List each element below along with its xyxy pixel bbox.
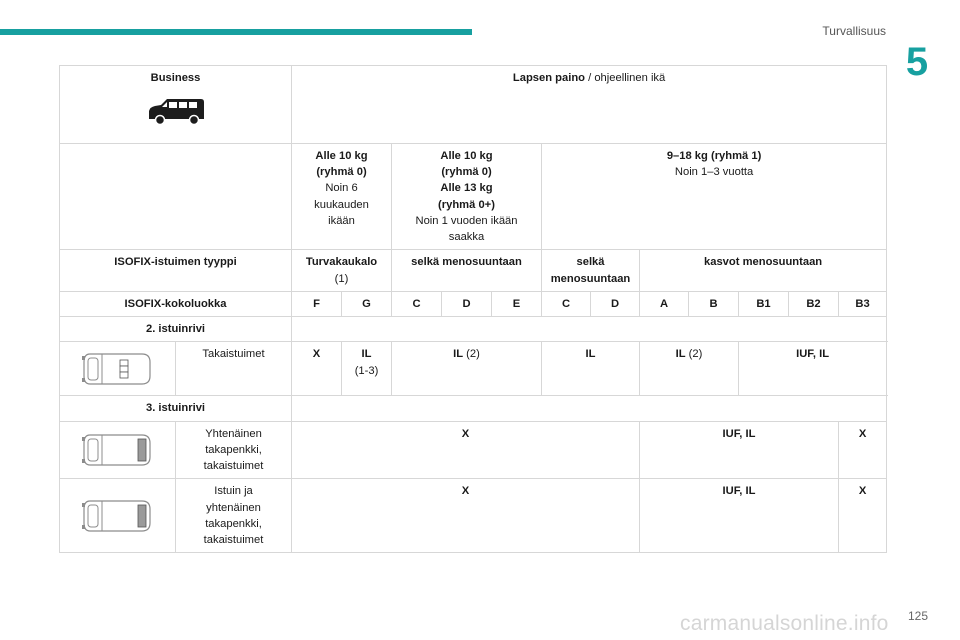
size-class-cell: B3: [839, 291, 887, 316]
row3-value: IUF, IL: [640, 479, 839, 553]
size-class-cell: B: [689, 291, 739, 316]
van-row3b-cell: [60, 479, 176, 553]
row2-seat-label: Takaistuimet: [176, 342, 292, 396]
group-0-cell: [292, 144, 392, 250]
van-row3-cell: [60, 421, 176, 479]
group-0plus-title: Alle 10 kg (ryhmä 0) Alle 13 kg (ryhmä 0+): [438, 150, 495, 211]
seat-type-row: [60, 250, 887, 291]
van-topview-row3-icon: [80, 431, 156, 469]
watermark: carmanualsonline.info: [680, 612, 889, 635]
group-1-age: Noin 1–3 vuotta: [674, 166, 754, 179]
row3-value: X: [292, 421, 640, 479]
chapter-number: 5: [905, 40, 929, 84]
size-class-cell: E: [492, 291, 542, 316]
forward-facing-cell: kasvot menosuuntaan: [640, 250, 887, 291]
size-class-cell: B1: [739, 291, 789, 316]
weight-header-rest: / ohjeellinen ikä: [585, 72, 666, 84]
size-class-cell: A: [640, 291, 689, 316]
size-class-cell: F: [292, 291, 342, 316]
size-class-cell: C: [392, 291, 442, 316]
empty-cell: [292, 317, 887, 342]
weight-header-cell: [292, 66, 887, 144]
van-row2-cell: [60, 342, 176, 396]
van-side-icon: [145, 96, 207, 128]
table-header-row: [60, 66, 887, 144]
row3-seat-label: Yhtenäinen takapenkki, takaistuimet: [176, 421, 292, 479]
size-class-label: ISOFIX-kokoluokka: [60, 291, 292, 316]
row3-seat-label: Istuin ja yhtenäinen takapenkki, takaistuimet: [176, 479, 292, 553]
size-class-row: [60, 291, 887, 316]
group-1-cell: [542, 144, 887, 250]
row2-value-il: IL (1-3): [342, 342, 392, 396]
row2-value: X: [292, 342, 342, 396]
group-0plus-age: Noin 1 vuoden ikään saakka: [415, 214, 518, 244]
row3-value: X: [292, 479, 640, 553]
seat-type-label: ISOFIX-istuimen tyyppi: [60, 250, 292, 291]
row2-value: IL: [542, 342, 640, 396]
row3-section-row: [60, 396, 887, 421]
group-0-age: Noin 6 kuukauden ikään: [314, 182, 369, 227]
row3-value: IUF, IL: [640, 421, 839, 479]
size-class-cell: D: [442, 291, 492, 316]
group-0-title: Alle 10 kg (ryhmä 0): [315, 150, 368, 179]
vehicle-label: Business: [150, 72, 201, 84]
empty-cell: [60, 144, 292, 250]
row2-value: IL (2): [640, 342, 739, 396]
group-1-title: 9–18 kg (ryhmä 1): [666, 150, 762, 162]
size-class-cell: C: [542, 291, 591, 316]
row3-value: X: [839, 421, 887, 479]
top-accent-bar: [0, 29, 472, 35]
row2-section-row: [60, 317, 887, 342]
van-topview-row2-icon: [80, 350, 156, 388]
group-0plus-cell: [392, 144, 542, 250]
row2-value: IUF, IL: [739, 342, 887, 396]
page-number: 125: [908, 609, 929, 623]
rear-facing-cell: selkä menosuuntaan: [392, 250, 542, 291]
vehicle-header-cell: [60, 66, 292, 144]
size-class-cell: B2: [789, 291, 839, 316]
row3-section-label: 3. istuinrivi: [60, 396, 292, 421]
weight-groups-row: [60, 144, 887, 250]
row3-data-row: [60, 421, 887, 479]
row2-value: IL (2): [392, 342, 542, 396]
isofix-table: [59, 65, 887, 553]
empty-cell: [292, 396, 887, 421]
weight-header-bold: Lapsen paino: [512, 72, 586, 84]
size-class-cell: D: [591, 291, 640, 316]
section-title: Turvallisuus: [822, 24, 886, 38]
carrycot-cell: Turvakaukalo (1): [292, 250, 392, 291]
van-topview-row3b-icon: [80, 497, 156, 535]
row2-section-label: 2. istuinrivi: [60, 317, 292, 342]
size-class-cell: G: [342, 291, 392, 316]
row2-data-row: [60, 342, 887, 396]
row3-data-row: [60, 479, 887, 553]
row3-value: X: [839, 479, 887, 553]
rear-facing-cell-2: selkä menosuuntaan: [542, 250, 640, 291]
